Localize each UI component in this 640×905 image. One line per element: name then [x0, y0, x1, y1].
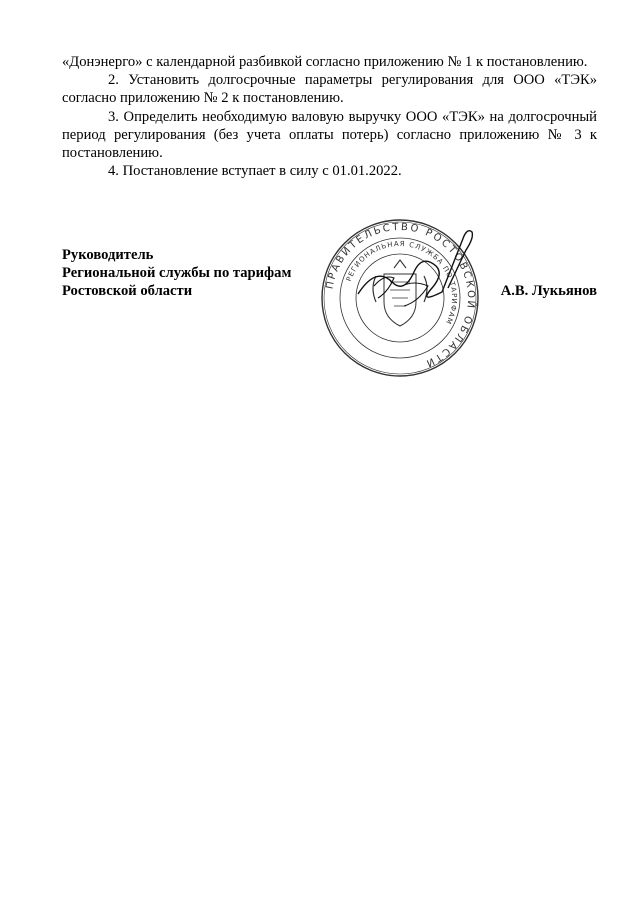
official-seal-icon: [318, 216, 482, 380]
signatory-title-line-2: Региональной службы по тарифам: [62, 265, 292, 282]
signatory-title-line-1: Руководитель: [62, 247, 154, 263]
paragraph-continuation: «Донэнерго» с календарной разбивкой согласно приложению № 1 к постановлению.: [62, 54, 588, 70]
paragraph-item-3: 3. Определить необходимую валовую выручку ООО «ТЭК» на долгосрочный период регулирования (без учета оплаты потерь) согласно приложению № 3 к постановлению.: [62, 108, 597, 162]
document-body: [62, 53, 597, 180]
coat-of-arms-icon: [373, 260, 427, 326]
signatory-title-block: [62, 246, 291, 301]
signer-name: А.В. Лукьянов: [500, 283, 597, 299]
paragraph-item-4: 4. Постановление вступает в силу с 01.01.2022.: [108, 163, 402, 180]
signatory-title-line-3: Ростовской области: [62, 283, 193, 300]
seal-inner-text: РЕГИОНАЛЬНАЯ СЛУЖБА ПО ТАРИФАМ: [344, 239, 459, 326]
paragraph-item-2: 2. Установить долгосрочные параметры регулирования для ООО «ТЭК» согласно приложению № 2 к постановлению.: [62, 72, 597, 107]
seal-outer-text: ПРАВИТЕЛЬСТВО РОСТОВСКОЙ ОБЛАСТИ: [324, 221, 477, 370]
